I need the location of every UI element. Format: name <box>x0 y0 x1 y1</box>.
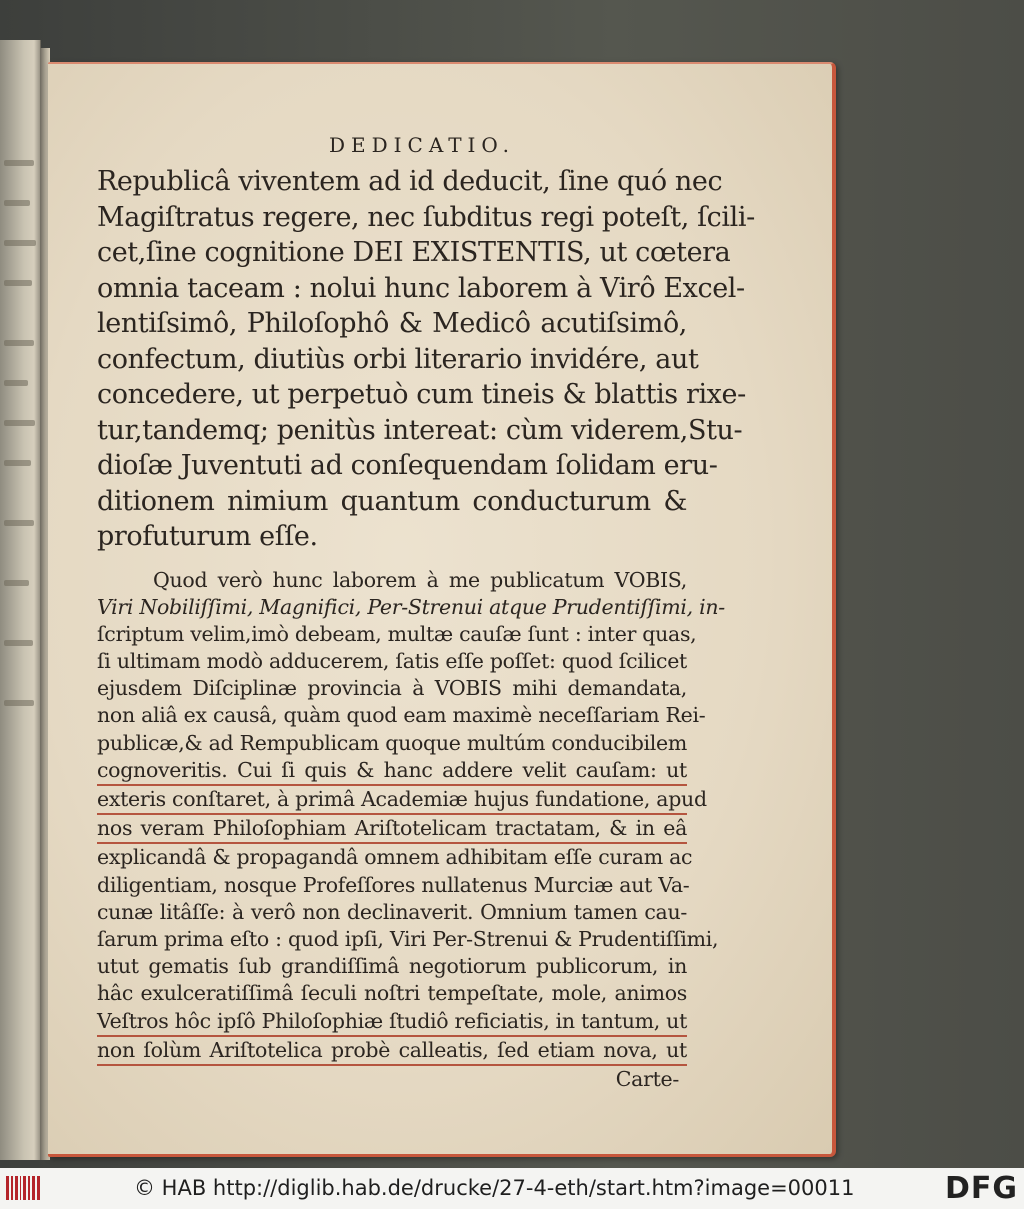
previous-page-edge <box>0 40 41 1160</box>
paragraph-2 <box>97 567 725 1094</box>
underlined-text-line: cognoveritis. Cui ſi quis & hanc addere velit cauſam: ut <box>97 757 687 786</box>
text-line: non aliâ ex causâ, quàm quod eam maximè neceſſariam Rei- <box>97 703 706 728</box>
catchword: Carte- <box>615 1066 679 1091</box>
footer-bar <box>0 1168 1024 1209</box>
dfg-logo-icon[interactable]: DFG <box>944 1171 1018 1206</box>
text-line: Viri Nobiliſſimi, Magnifici, Per-Strenui atque Prudentiſſimi, in- <box>97 594 725 619</box>
running-heading: DEDICATIO. <box>328 133 516 157</box>
text-line: confectum, diutiùs orbi literario invidére, aut <box>97 343 699 375</box>
text-line: cet,ſine cognitione DEI EXISTENTIS, ut cœtera <box>97 237 731 268</box>
text-line: ſcriptum velim,imò debeam, multæ cauſæ ſunt : inter quas, <box>97 621 697 646</box>
text-line: explicandâ & propagandâ omnem adhibitam eſſe curam ac <box>97 845 693 870</box>
paragraph-1 <box>97 164 755 555</box>
text-line: cunæ litâſſe: à verô non declinaverit. Omnium tamen cau- <box>97 899 687 924</box>
text-line: lentiſsimô, Philoſophô & Medicô acutiſsimô, <box>97 308 687 339</box>
text-line: diligentiam, nosque Profeſſores nullatenus Murciæ aut Va- <box>97 872 690 897</box>
text-line: concedere, ut perpetuò cum tineis & blattis rixe- <box>97 379 746 410</box>
copyright-link[interactable]: © HAB http://diglib.hab.de/drucke/27-4-eth/start.htm?image=00011 <box>134 1176 855 1200</box>
text-line: ſarum prima eſto : quod ipſi, Viri Per-Strenui & Prudentiſſimi, <box>97 926 719 951</box>
page-text <box>97 130 755 1093</box>
text-line: tur,tandemq; penitùs intereat: cùm viderem,Stu- <box>97 414 743 446</box>
underlined-text-line: Veſtros hôc ipſô Philoſophiæ ſtudiô reficiatis, in tantum, ut <box>97 1008 687 1037</box>
text-line: hâc exulceratiſſimâ ſeculi noſtri tempeſtate, mole, animos <box>97 981 687 1006</box>
text-line: Magiſtratus regere, nec ſubditus regi poteſt, ſcili- <box>97 201 755 233</box>
text-line: ſi ultimam modò adducerem, ſatis eſſe poſſet: quod ſcilicet <box>97 649 687 674</box>
text-line: dioſæ Juventuti ad conſequendam ſolidam eru- <box>97 450 718 481</box>
underlined-text-line: exteris conſtaret, à primâ Academiæ hujus fundatione, apud <box>97 786 687 815</box>
text-line: profuturum eſſe. <box>97 521 318 552</box>
underlined-text-line: nos veram Philoſophiam Ariſtotelicam tractatam, & in eâ <box>97 815 687 844</box>
text-line: utut gematis ſub grandiſſimâ negotiorum publicorum, in <box>97 954 687 979</box>
text-line: ejusdem Diſciplinæ provincia à VOBIS mihi demandata, <box>97 676 687 701</box>
text-line: Republicâ viventem ad id deducit, ſine quó nec <box>97 166 723 197</box>
text-line: publicæ,& ad Rempublicam quoque multúm conducibilem <box>97 730 687 755</box>
text-line: omnia taceam : nolui hunc laborem à Virô Excel- <box>97 272 745 304</box>
hab-barcode-logo-icon[interactable] <box>6 1176 46 1200</box>
underlined-text-line: non ſolùm Ariſtotelica probè calleatis, ſed etiam nova, ut <box>97 1037 687 1066</box>
text-line: Quod verò hunc laborem à me publicatum VOBIS, <box>153 567 687 592</box>
text-line: ditionem nimium quantum conducturum & <box>97 485 687 517</box>
